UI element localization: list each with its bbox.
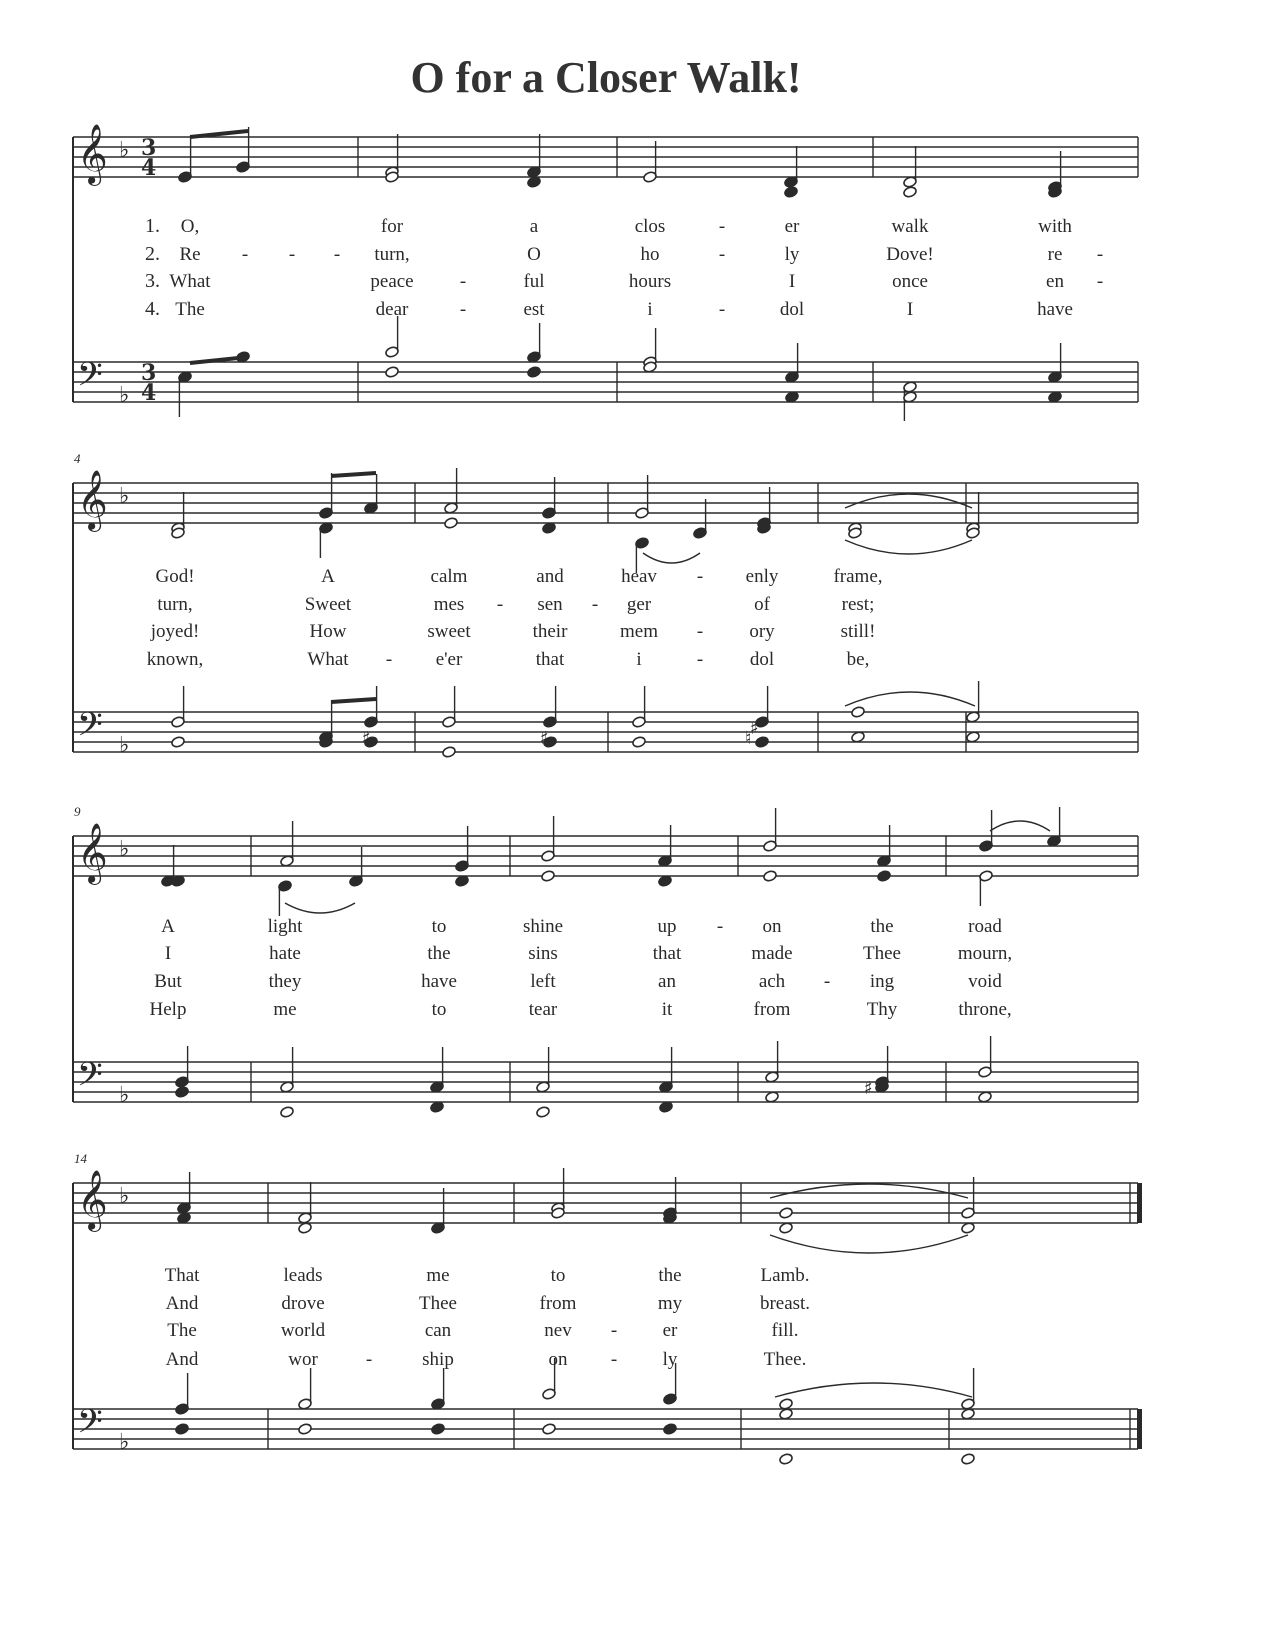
lyric-syllable: I [788,271,796,292]
lyric-syllable: God! [155,566,195,587]
bass-clef-icon: 𝄢 [77,1056,103,1102]
lyric-hyphen: - [365,1349,373,1370]
half-note [536,1106,551,1119]
lyric-hyphen: - [496,594,504,615]
lyric-syllable: And [165,1349,199,1370]
lyric-syllable: er [784,216,800,237]
lyric-hyphen: - [718,299,726,320]
lyric-syllable: clos [634,216,666,237]
verse-number: 2. [145,243,160,265]
lyric-syllable: sweet [427,621,471,642]
tie-slur [285,903,355,913]
lyric-syllable: still! [840,621,876,642]
half-note [280,1106,295,1119]
lyric-hyphen: - [696,649,704,670]
lyric-syllable: dol [779,299,805,320]
sharp-icon: ♯ [362,728,371,749]
verse-number: 3. [145,270,160,292]
lyric-syllable: Re [179,244,201,265]
lyric-syllable: turn, [374,244,410,265]
lyric-syllable: that [652,943,682,964]
lyric-syllable: Thee. [763,1349,807,1370]
half-note [779,1207,794,1220]
lyric-syllable: mes [433,594,465,615]
lyric-syllable: on [762,916,782,937]
flat-icon: ♭ [119,484,130,509]
lyric-syllable: O [527,244,541,265]
half-note [903,186,918,199]
lyric-syllable: their [532,621,568,642]
lyric-syllable: wor [288,1349,318,1370]
tie-slur [845,692,975,706]
lyric-syllable: ly [662,1349,678,1370]
lyric-syllable: Thy [866,999,898,1020]
lyric-hyphen: - [241,244,249,265]
quarter-note [877,870,892,883]
lyric-syllable: Dove! [886,244,934,265]
lyric-hyphen: - [696,566,704,587]
final-barline [1137,1409,1142,1449]
lyric-syllable: with [1038,216,1072,237]
lyric-hyphen: - [696,621,704,642]
lyric-syllable: Sweet [304,594,352,615]
half-note [763,870,778,883]
lyric-hyphen: - [288,244,296,265]
lyric-syllable: that [535,649,565,670]
lyric-syllable: breast. [759,1293,811,1314]
lyric-syllable: hours [628,271,672,292]
half-note [385,366,400,379]
lyric-syllable: void [968,971,1002,992]
lyric-syllable: turn, [157,594,193,615]
lyric-syllable: hate [269,943,301,964]
lyric-syllable: That [164,1265,200,1286]
lyric-syllable: Thee [863,943,901,964]
lyric-syllable: The [175,299,205,320]
lyric-syllable: made [751,943,793,964]
lyric-syllable: fill. [771,1320,799,1341]
sharp-icon: ♯ [864,1078,873,1099]
lyric-syllable: my [657,1293,683,1314]
lyric-syllable: the [870,916,894,937]
lyric-syllable: dol [749,649,775,670]
tie-slur [770,1235,968,1253]
lyric-hyphen: - [610,1349,618,1370]
flat-icon: ♭ [119,1083,130,1108]
lyric-syllable: sen [537,594,563,615]
lyric-syllable: en [1046,271,1064,292]
lyric-syllable: for [380,216,404,237]
natural-icon: ♮ [745,728,752,749]
lyric-syllable: an [658,971,676,992]
lyric-syllable: i [636,649,642,670]
lyric-syllable: ger [626,594,652,615]
lyric-syllable: The [167,1320,197,1341]
system-3 [73,823,1138,1108]
lyric-syllable: calm [430,566,468,587]
lyric-syllable: from [753,999,791,1020]
lyric-syllable: ful [523,271,545,292]
flat-icon: ♭ [119,383,130,408]
lyric-syllable: once [892,271,928,292]
lyric-syllable: the [658,1265,682,1286]
lyric-hyphen: - [385,649,393,670]
lyric-syllable: Lamb. [760,1265,810,1286]
half-note [851,706,866,719]
lyric-syllable: And [165,1293,199,1314]
final-barline [1137,1183,1142,1223]
lyric-syllable: est [523,299,545,320]
lyric-syllable: What [307,649,349,670]
lyric-syllable: dear [375,299,409,320]
lyric-syllable: er [662,1320,678,1341]
lyric-syllable: Thee [419,1293,457,1314]
lyric-syllable: a [529,216,539,237]
quarter-note [175,1086,190,1099]
time-signature: 3 [141,360,157,386]
lyric-syllable: i [647,299,653,320]
verse-number: 1. [145,215,160,237]
lyric-syllable: ing [869,971,895,992]
lyric-syllable: to [431,916,447,937]
lyric-syllable: me [273,999,297,1020]
time-signature: 4 [141,155,157,181]
lyric-syllable: But [154,971,182,992]
flat-icon: ♭ [119,733,130,758]
half-note [542,1423,557,1436]
sharp-icon: ♯ [750,718,759,739]
bass-clef-icon: 𝄢 [77,706,103,752]
lyric-syllable: known, [146,649,204,670]
half-note [171,736,186,749]
lyric-hyphen: - [459,271,467,292]
half-note [444,517,459,530]
lyric-syllable: have [1037,299,1073,320]
lyric-syllable: me [426,1265,450,1286]
lyric-syllable: ach [758,971,786,992]
flat-icon: ♭ [119,138,130,163]
lyric-syllable: to [431,999,447,1020]
lyric-syllable: ly [784,244,800,265]
tie-slur [845,540,972,554]
lyric-hyphen: - [718,216,726,237]
lyric-syllable: throne, [958,999,1012,1020]
system-4 [73,1170,1142,1455]
tie-slur [775,1383,972,1397]
lyric-syllable: light [267,916,303,937]
quarter-note [527,366,542,379]
time-signature: 3 [141,135,157,161]
hymn-title: O for a Closer Walk! [410,53,802,102]
bass-clef-icon: 𝄢 [77,356,103,402]
lyric-syllable: ory [749,621,775,642]
lyric-syllable: A [161,916,175,937]
lyric-syllable: A [321,566,335,587]
sharp-icon: ♯ [540,728,549,749]
lyric-syllable: road [968,916,1002,937]
time-signature: 4 [141,380,157,406]
half-note [632,736,647,749]
measure-number: 14 [74,1151,87,1166]
tie-slur [845,494,972,508]
bass-clef-icon: 𝄢 [77,1403,103,1449]
lyric-syllable: ship [422,1349,454,1370]
lyric-syllable: enly [745,566,779,587]
measure-number: 9 [74,804,81,819]
lyric-syllable: from [539,1293,577,1314]
lyric-syllable: on [548,1349,568,1370]
lyric-syllable: up [657,916,677,937]
lyric-syllable: drove [281,1293,325,1314]
beam [331,699,376,702]
lyric-syllable: nev [544,1320,572,1341]
quarter-note [175,1423,190,1436]
lyric-hyphen: - [591,594,599,615]
tie-slur [643,553,700,563]
flat-icon: ♭ [119,1430,130,1455]
lyric-syllable: have [421,971,457,992]
flat-icon: ♭ [119,837,130,862]
measure-number: 4 [74,451,81,466]
quarter-note [431,1423,446,1436]
lyric-hyphen: - [610,1320,618,1341]
lyric-syllable: I [906,299,914,320]
treble-clef-icon: 𝄞 [77,823,108,883]
lyric-syllable: peace [370,271,414,292]
lyric-hyphen: - [716,916,724,937]
beam [190,131,248,137]
lyric-hyphen: - [333,244,341,265]
half-note [298,1423,313,1436]
treble-clef-icon: 𝄞 [77,470,108,530]
quarter-note [663,1423,678,1436]
lyric-hyphen: - [1096,271,1104,292]
lyric-syllable: mourn, [957,943,1013,964]
lyric-syllable: How [309,621,347,642]
lyric-syllable: tear [528,999,558,1020]
lyric-syllable: Help [149,999,187,1020]
lyric-syllable: re [1047,244,1063,265]
lyric-syllable: they [268,971,302,992]
lyric-syllable: rest; [841,594,875,615]
lyric-syllable: O, [180,216,200,237]
lyric-syllable: I [164,943,172,964]
lyric-syllable: What [169,271,211,292]
lyric-hyphen: - [1096,244,1104,265]
treble-clef-icon: 𝄞 [77,1170,108,1230]
lyric-syllable: to [550,1265,566,1286]
tie-slur [770,1184,968,1198]
treble-clef-icon: 𝄞 [77,124,108,184]
half-note [779,1453,794,1466]
lyric-hyphen: - [718,244,726,265]
half-note [541,870,556,883]
lyric-syllable: ho [640,244,660,265]
verse-number: 4. [145,298,160,320]
lyric-syllable: frame, [833,566,883,587]
lyric-syllable: can [424,1320,452,1341]
lyric-syllable: it [661,999,673,1020]
quarter-note [784,186,799,199]
lyric-syllable: walk [891,216,929,237]
lyric-syllable: leads [283,1265,323,1286]
lyric-syllable: sins [528,943,558,964]
lyric-hyphen: - [459,299,467,320]
flat-icon: ♭ [119,1184,130,1209]
beam [331,473,376,476]
lyric-syllable: heav [621,566,657,587]
system-1 [73,124,1138,408]
lyric-syllable: the [427,943,451,964]
lyric-syllable: and [536,566,564,587]
lyric-syllable: be, [846,649,870,670]
lyric-syllable: joyed! [150,621,200,642]
half-note [442,746,457,759]
lyric-syllable: of [754,594,770,615]
lyric-syllable: shine [522,916,564,937]
lyric-syllable: e'er [435,649,463,670]
lyric-syllable: world [280,1320,326,1341]
lyric-hyphen: - [823,971,831,992]
lyric-syllable: mem [620,621,658,642]
lyric-syllable: left [530,971,556,992]
half-note [961,1453,976,1466]
tie-slur [990,821,1050,831]
